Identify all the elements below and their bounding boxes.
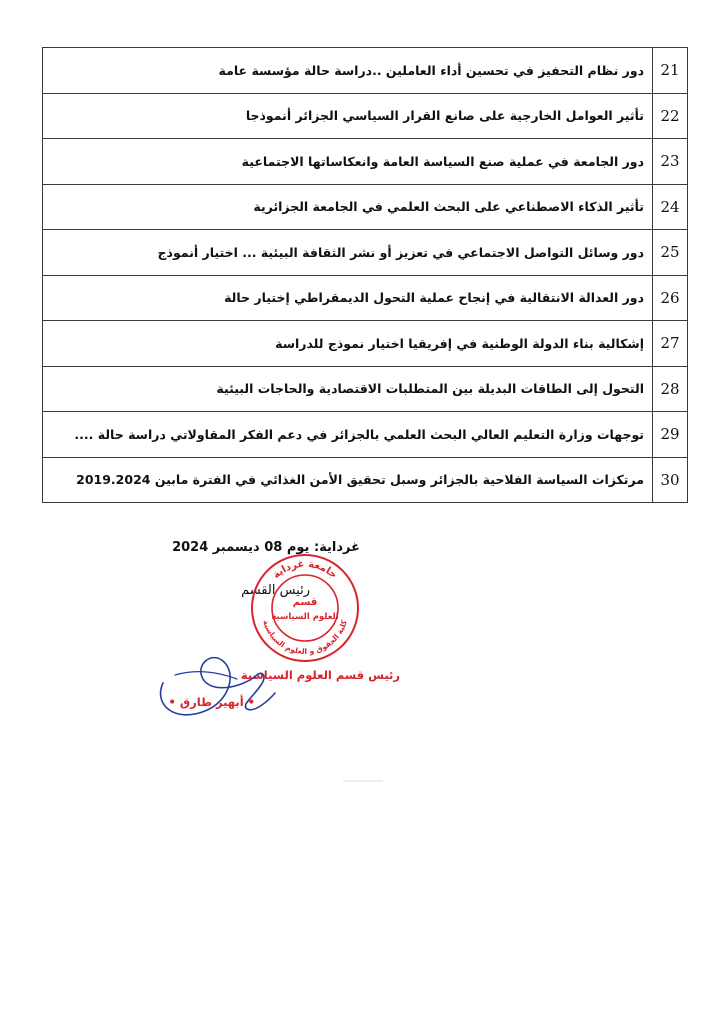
topic-number: 28 xyxy=(653,366,688,412)
handwritten-signature xyxy=(145,645,285,725)
topic-number: 26 xyxy=(653,275,688,321)
topic-row xyxy=(43,184,688,230)
topic-number: 25 xyxy=(653,230,688,276)
topic-title: تأثير العوامل الخارجية على صانع القرار السياسي الجزائر أنموذجا xyxy=(43,93,653,139)
topic-title: دور نظام التحفيز في تحسين أداء العاملين ..دراسة حالة مؤسسة عامة xyxy=(43,48,653,94)
topic-number: 27 xyxy=(653,321,688,367)
topic-row xyxy=(43,321,688,367)
date-line: غرداية: يوم 08 ديسمبر 2024 xyxy=(172,540,360,555)
stamp-name: • أبهير طارق • xyxy=(168,695,255,709)
topic-number: 23 xyxy=(653,139,688,185)
topic-title: تأثير الذكاء الاصطناعي على البحث العلمي في الجامعة الجزائرية xyxy=(43,184,653,230)
topic-row xyxy=(43,93,688,139)
stamp-title: رئيس قسم العلوم السياسية xyxy=(240,668,400,682)
topic-number: 30 xyxy=(653,457,688,503)
topics-table xyxy=(42,47,688,503)
signature-block xyxy=(90,535,410,735)
seal-faculty-text: كلية الحقوق و العلوم السياسية xyxy=(261,618,349,657)
topic-title: التحول إلى الطاقات البديلة بين المتطلبات الاقتصادية والحاجات البيئية xyxy=(43,366,653,412)
seal-department-text: قسم xyxy=(292,597,318,608)
seal-field-text: العلوم السياسية xyxy=(271,612,339,622)
topic-number: 22 xyxy=(653,93,688,139)
topic-row xyxy=(43,48,688,94)
topic-number: 24 xyxy=(653,184,688,230)
topic-title: دور العدالة الانتقالية في إنجاح عملية التحول الديمقراطي إختيار حالة xyxy=(43,275,653,321)
topic-row xyxy=(43,412,688,458)
topic-row xyxy=(43,139,688,185)
seal-university-text: جامعة غرداية xyxy=(270,558,340,582)
topic-title: إشكالية بناء الدولة الوطنية في إفريقيا اختيار نموذج للدراسة xyxy=(43,321,653,367)
topic-row xyxy=(43,457,688,503)
svg-text:جامعة غرداية xyxy=(271,559,339,581)
topic-row xyxy=(43,366,688,412)
scan-mark xyxy=(343,780,383,782)
topic-number: 21 xyxy=(653,48,688,94)
topic-row xyxy=(43,275,688,321)
head-of-department-label: رئيس القسم xyxy=(241,583,310,598)
topic-title: دور وسائل التواصل الاجتماعي في تعزيز أو نشر الثقافة البيئية ... اختيار أنموذج xyxy=(43,230,653,276)
topic-number: 29 xyxy=(653,412,688,458)
topic-row xyxy=(43,230,688,276)
topic-title: مرتكزات السياسة الفلاحية بالجزائر وسبل تحقيق الأمن الغذائي في الفترة مابين 2019.2024 xyxy=(43,457,653,503)
topic-title: دور الجامعة في عملية صنع السياسة العامة وانعكاساتها الاجتماعية xyxy=(43,139,653,185)
topic-title: توجهات وزارة التعليم العالي البحث العلمي بالجزائر في دعم الفكر المقاولاتي دراسة حالة .... xyxy=(43,412,653,458)
